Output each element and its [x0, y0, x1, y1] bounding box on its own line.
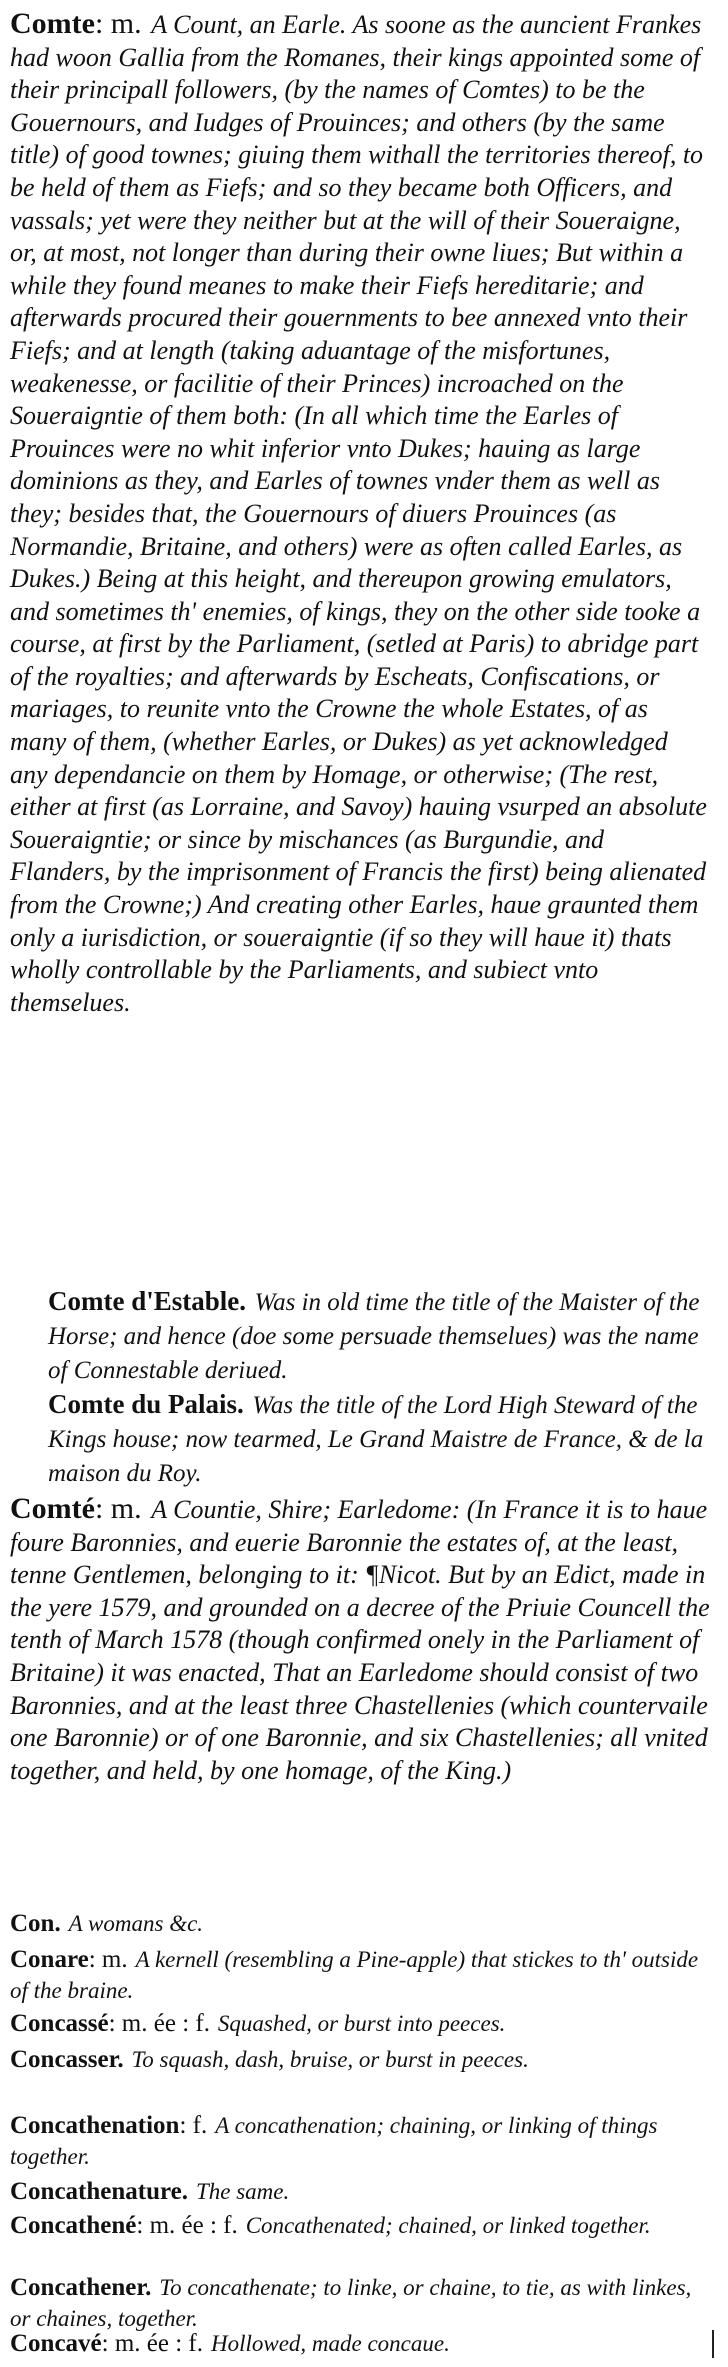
- headword: Comté: [10, 1492, 95, 1525]
- definition: Concathenated; chained, or linked together.: [245, 2213, 651, 2238]
- grammar-marker: : m.: [94, 1492, 142, 1525]
- definition: Was in old time the title of the Maister of the Horse; and hence (doe some persuade themselues) was the name of Connestable deriued.: [48, 1289, 700, 1384]
- headword: Concavé: [10, 2330, 102, 2357]
- grammar-marker: : m. ée : f.: [108, 2010, 210, 2037]
- definition: To concathenate; to linke, or chaine, to tie, as with linkes, or chaines, together.: [10, 2275, 692, 2331]
- entry-comte-countie: [10, 1493, 710, 1786]
- entry-concathenature: [10, 2176, 710, 2207]
- entry-concathenation: [10, 2110, 710, 2172]
- headword: Concassé: [10, 2010, 109, 2037]
- entry-conare: [10, 1944, 710, 2006]
- headword: Con.: [10, 1910, 61, 1937]
- grammar-marker: : f.: [179, 2112, 208, 2139]
- headword: Comte d'Estable.: [48, 1286, 246, 1316]
- headword: Comte: [10, 7, 95, 40]
- definition: A concathenation; chaining, or linking of things together.: [10, 2113, 658, 2169]
- definition: Was the title of the Lord High Steward of the Kings house; now tearmed, Le Grand Maistre de France, & de la maison du Roy.: [48, 1392, 704, 1487]
- headword: Concathener.: [10, 2274, 152, 2301]
- headword: Conare: [10, 1946, 89, 1973]
- grammar-marker: : m.: [94, 7, 142, 40]
- definition: A Countie, Shire; Earledome: (In France it is to haue foure Baronnies, and euerie Baronnie the estates of, at the least, tenne Gentlemen, belonging to it: ¶Nicot. But by an Edict, made in the yere 1579, and grounded on a decree of the Priuie Councell the tenth of March 1578 (though confirmed onely in the Parliament of Britaine) it was enacted, That an Earledome should consist of two Baronnies, and at the least three Chastellenies (which countervaile one Baronnie) or of one Baronnie, and six Chastellenies; all vnited together, and held, by one homage, of the King.): [10, 1495, 710, 1785]
- entry-concathener: [10, 2272, 710, 2334]
- entry-comte-du-palais: [48, 1388, 710, 1490]
- entry-concasse: [10, 2008, 710, 2039]
- entry-concave: [10, 2328, 710, 2359]
- definition: A kernell (resembling a Pine-apple) that stickes to th' outside of the braine.: [10, 1947, 699, 2003]
- entry-con: [10, 1908, 710, 1939]
- definition: A Count, an Earle. As soone as the auncient Frankes had woon Gallia from the Romanes, their kings appointed some of their principall followers, (by the names of Comtes) to be the Gouernours, and Iudges of Prouinces; and others (by the same title) of good townes; giuing them withall the territories thereof, to be held of them as Fiefs; and so they became both Officers, and vassals; yet were they neither but at the will of their Soueraigne, or, at most, not longer than during their owne liues; But within a while they found meanes to make their Fiefs hereditarie; and afterwards procured their gouernments to bee annexed vnto their Fiefs; and at length (taking aduantage of the misfortunes, weakenesse, or facilitie of their Princes) incroached on the Soueraigntie of them both: (In all which time the Earles of Prouinces were no whit inferior vnto Dukes; hauing as large dominions as they, and Earles of townes vnder them as well as they; besides that, the Gouernours of diuers Prouinces (as Normandie, Britaine, and others) were as often called Earles, as Dukes.) Being at this height, and thereupon growing emulators, and sometimes th' enemies, of kings, they on the other side tooke a course, at first by the Parliament, (setled at Paris) to abridge part of the royalties; and afterwards by Escheats, Confiscations, or mariages, to reunite vnto the Crowne the whole Estates, of as many of them, (whether Earles, or Dukes) as yet acknowledged any dependancie on them by Homage, or otherwise; (The rest, either at first (as Lorraine, and Savoy) hauing vsurped an absolute Soueraigntie; or since by mischances (as Burgundie, and Flanders, by the imprisonment of Francis the first) being alienated from the Crowne;) And creating other Earles, haue graunted them only a iurisdiction, or soueraigntie (if so they will haue it) thats wholly controllable by the Parliaments, and subiect vnto themselues.: [10, 10, 707, 1017]
- headword: Concasser.: [10, 2046, 124, 2073]
- headword: Concathené: [10, 2212, 137, 2239]
- definition: Hollowed, made concaue.: [210, 2331, 450, 2356]
- definition: The same.: [195, 2179, 290, 2204]
- entry-comte-destable: [48, 1285, 710, 1387]
- definition: To squash, dash, bruise, or burst in peeces.: [131, 2047, 529, 2072]
- entry-concathene: [10, 2210, 710, 2241]
- entry-concasser: [10, 2044, 710, 2075]
- entry-comte: [10, 8, 710, 1018]
- column-edge-mark: [712, 2330, 714, 2358]
- definition: A womans &c.: [68, 1911, 204, 1936]
- headword: Comte du Palais.: [48, 1389, 244, 1419]
- definition: Squashed, or burst into peeces.: [217, 2011, 506, 2036]
- grammar-marker: : m.: [88, 1946, 128, 1973]
- headword: Concathenature.: [10, 2178, 189, 2205]
- grammar-marker: : m. ée : f.: [101, 2330, 204, 2357]
- grammar-marker: : m. ée : f.: [136, 2212, 238, 2239]
- headword: Concathenation: [10, 2112, 180, 2139]
